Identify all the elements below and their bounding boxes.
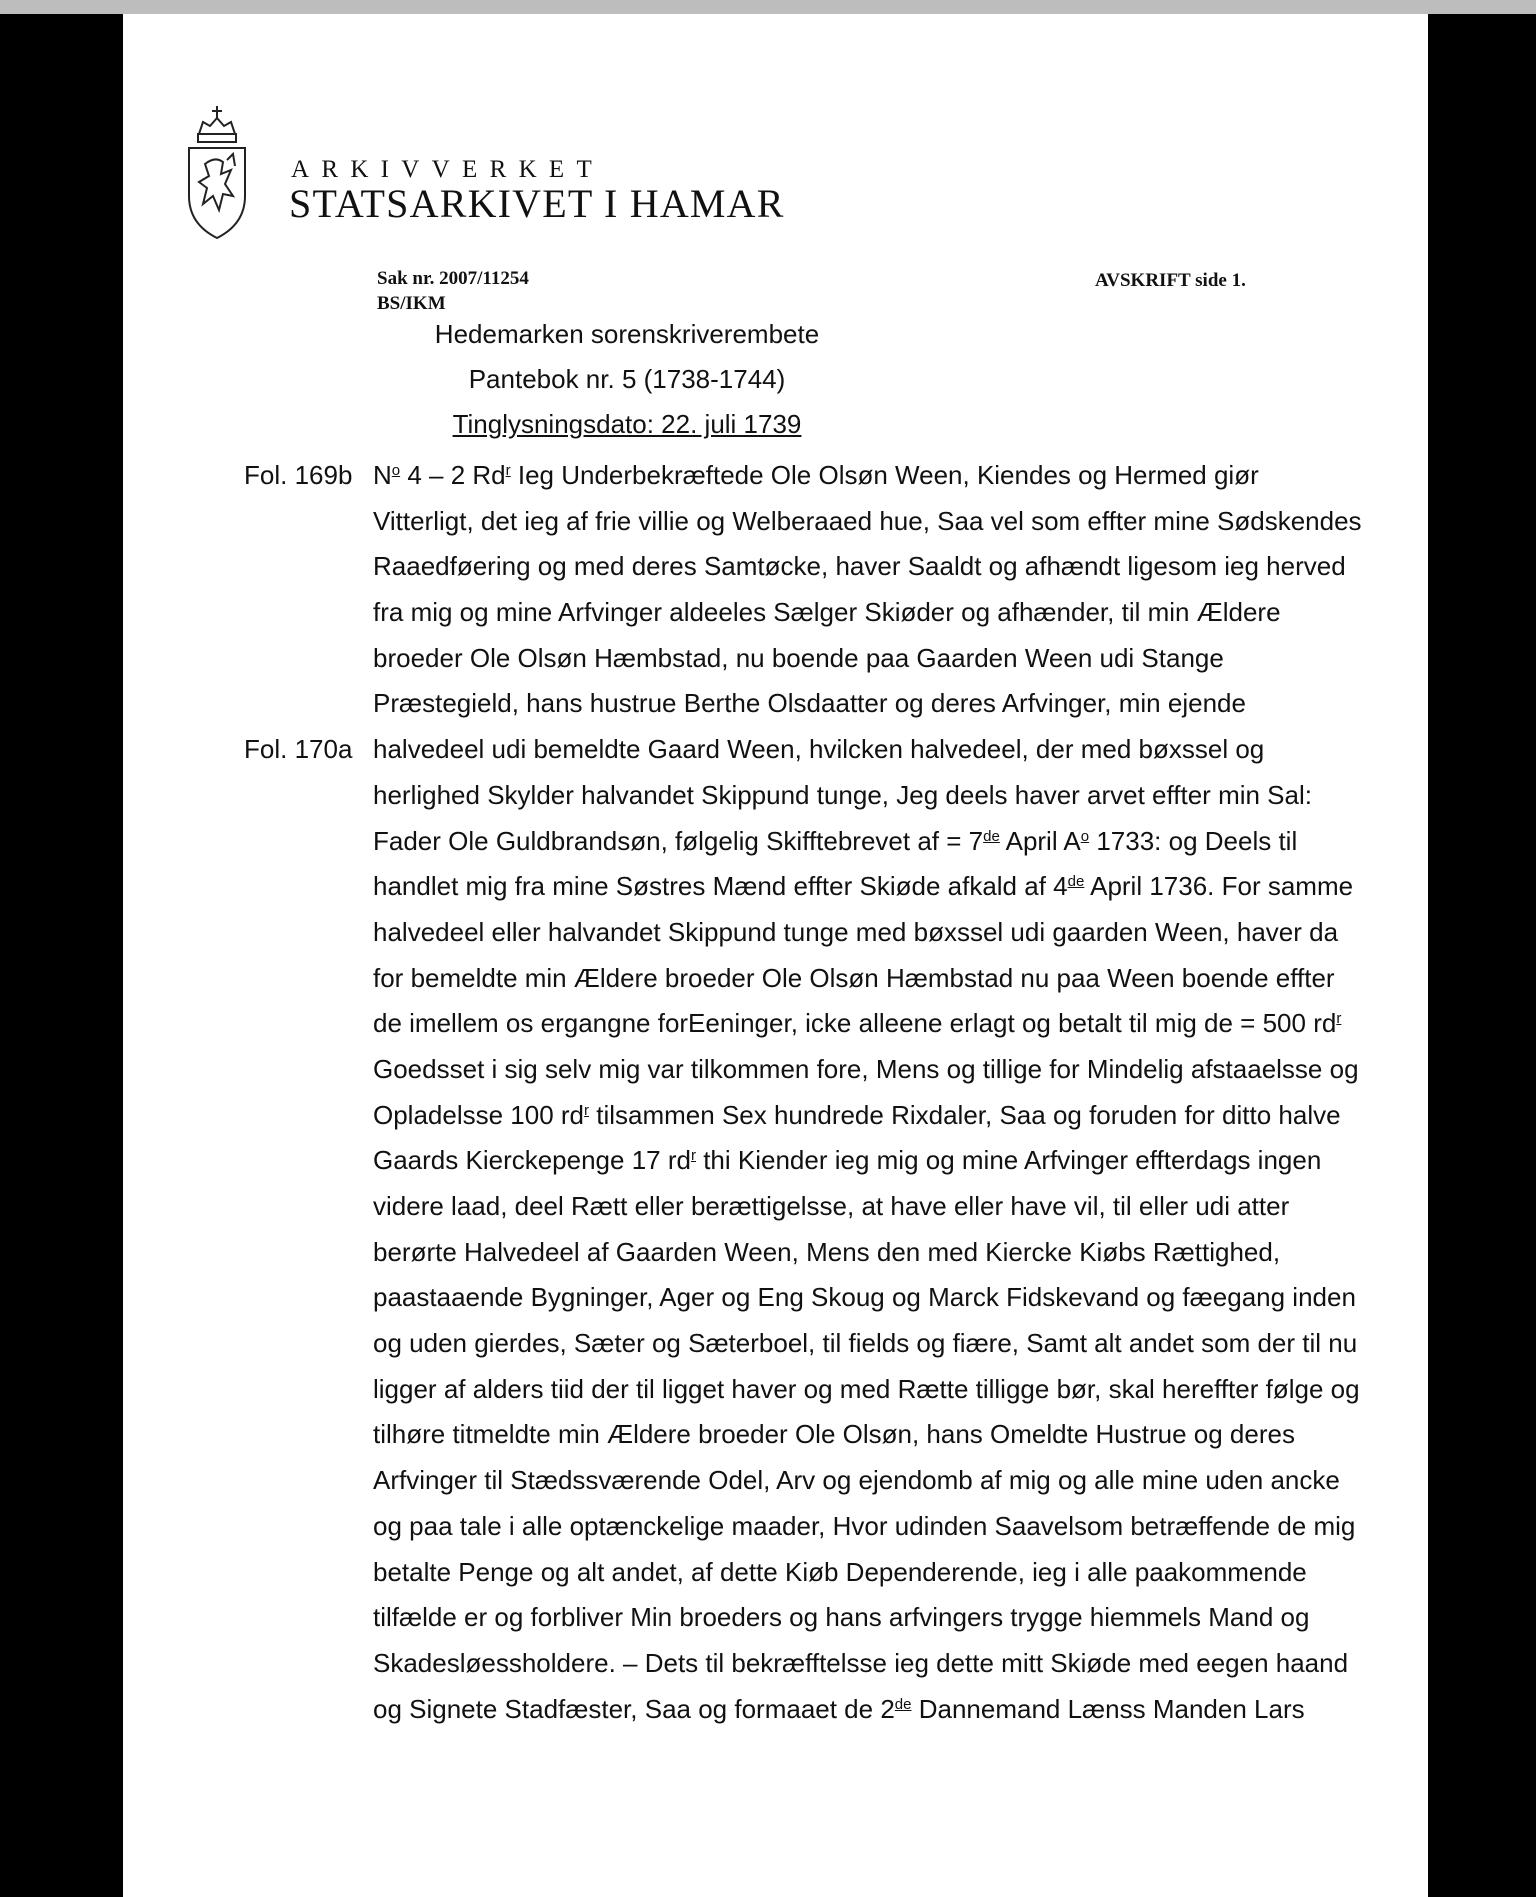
text-run: berørte Halvedeel af Gaarden Ween, Mens den med Kiercke Kiøbs Rættighed, [373,1236,1281,1267]
text-line [373,1138,1373,1184]
text-run: herlighed Skylder halvandet Skippund tunge, Jeg deels haver arvet effter min Sal: [373,779,1312,810]
text-line [373,910,1373,956]
archive-office-name: STATSARKIVET I HAMAR [289,181,785,226]
title-book: Pantebok nr. 5 (1738-1744) [468,364,786,394]
text-run: Raaedføering og med deres Samtøcke, haver Saaldt og afhændt ligesom ieg herved [373,551,1346,582]
superscript: de [1067,873,1085,891]
text-line [373,1093,1373,1139]
text-run: og uden gierdes, Sæter og Sæterboel, til fields og fiære, Samt alt andet som der til nu [373,1328,1358,1359]
text-run: April 1736. For samme [1084,871,1354,902]
transcript-page-label: AVSKRIFT side 1. [1095,270,1246,291]
archive-name: ARKIVVERKET [291,156,605,183]
text-line [373,1550,1373,1596]
text-line [373,681,1373,727]
text-run: tilsammen Sex hundrede Rixdaler, Saa og foruden for ditto halve [589,1099,1341,1130]
text-run: 1733: og Deels til [1089,825,1298,856]
superscript: o [391,462,401,479]
document-page [123,14,1428,1897]
title-registration-date: Tinglysningsdato: 22. juli 1739 [452,409,802,439]
text-run: Opladelsse 100 rd [373,1099,585,1130]
text-line [373,773,1373,819]
text-run: Gaards Kierckepenge 17 rd [373,1145,691,1176]
text-line [373,956,1373,1002]
text-run: og Signete Stadfæster, Saa og formaaet de 2 [373,1693,895,1724]
text-run: N [373,460,392,490]
text-run: Fader Ole Guldbrandsøn, følgelig Skifftebrevet af = 7 [373,825,984,856]
text-run: halvedeel eller halvandet Skippund tunge med bøxssel udi gaarden Ween, haver da [373,916,1339,947]
text-run: handlet mig fra mine Søstres Mænd effter Skiøde afkald af 4 [373,871,1068,902]
superscript: r [1336,1010,1342,1028]
text-line [373,1230,1373,1276]
text-line [373,544,1373,590]
text-line [373,1595,1373,1641]
text-line [373,864,1373,910]
text-run: tilhøre titmeldte min Ældere broeder Ole Olsøn, hans Omeldte Hustrue og deres [373,1419,1295,1450]
coat-of-arms-icon [185,104,249,252]
superscript: r [584,1101,590,1119]
text-run: Skadesløessholdere. – Dets til bekræfftelsse ieg dette mitt Skiøde med eegen haand [373,1647,1349,1678]
text-run: fra mig og mine Arfvinger aldeeles Sælger Skiøder og afhænder, til min Ældere [373,597,1281,628]
text-run: thi Kiender ieg mig og mine Arfvinger effterdags ingen [695,1145,1322,1176]
text-line [373,1321,1373,1367]
superscript: r [505,462,511,479]
text-line [373,1458,1373,1504]
text-run: halvedeel udi bemeldte Gaard Ween, hvilcken halvedeel, der med bøxssel og [373,734,1265,765]
text-line [373,1687,1373,1733]
text-line [373,1001,1373,1047]
text-run: Vitterligt, det ieg af frie villie og Welberaaed hue, Saa vel som effter mine Sødskendes [373,505,1362,536]
case-number: Sak nr. 2007/11254 [377,268,529,289]
text-line [373,499,1373,545]
superscript: de [983,827,1000,845]
text-line [373,1641,1373,1687]
text-run: Dannemand Lænss Manden Lars [911,1693,1305,1724]
text-line [373,1412,1373,1458]
text-run: videre laad, deel Rætt eller berættigelsse, at have eller have vil, til eller udi atter [373,1191,1290,1221]
title-office: Hedemarken sorenskriverembete [434,319,820,349]
superscript: o [1080,827,1090,845]
transcript-body [373,453,1373,1732]
department-code: BS/IKM [377,293,446,314]
folio-label: Fol. 169b [244,460,353,490]
text-run: broeder Ole Olsøn Hæmbstad, nu boende paa Gaarden Ween udi Stange [373,642,1224,673]
text-run: tilfælde er og forbliver Min broeders og hans arfvingers trygge hiemmels Mand og [373,1602,1310,1633]
scan-edge-strip [0,0,1536,14]
text-run: ligger af alders tiid der til ligget haver og med Rætte tilligge bør, skal hereffter følge og [373,1373,1360,1404]
text-line [373,636,1373,682]
text-line [373,590,1373,636]
text-run: 4 – 2 Rd [400,460,506,490]
text-run: Arfvinger til Stædssværende Odel, Arv og ejendomb af mig og alle mine uden ancke [373,1465,1340,1496]
text-run: April A [999,825,1081,856]
superscript: de [894,1695,912,1713]
text-run: Ieg Underbekræftede Ole Olsøn Ween, Kiendes og Hermed giør [510,460,1259,490]
text-line [373,1367,1373,1413]
text-line [373,1504,1373,1550]
text-run: og paa tale i alle optænckelige maader, Hvor udinden Saavelsom betræffende de mig [373,1510,1356,1541]
text-run: Præstegield, hans hustrue Berthe Olsdaatter og deres Arfvinger, min ejende [373,688,1246,719]
text-line [373,453,1373,499]
folio-label: Fol. 170a [244,734,353,764]
text-run: paastaaende Bygninger, Ager og Eng Skoug og Marck Fidskevand og fæegang inden [373,1282,1356,1313]
text-line [373,1275,1373,1321]
text-line [373,819,1373,865]
text-run: Goedsset i sig selv mig var tilkommen fore, Mens og tillige for Mindelig afstaaelsse og [373,1053,1359,1084]
text-run: de imellem os ergangne forEeninger, icke alleene erlagt og betalt til mig de = 500 rd [373,1008,1337,1039]
text-line [373,1047,1373,1093]
superscript: r [690,1147,696,1165]
text-run: for bemeldte min Ældere broeder Ole Olsøn Hæmbstad nu paa Ween boende effter [373,962,1335,993]
text-line [373,727,1373,773]
text-line [373,1184,1373,1230]
text-run: betalte Penge og alt andet, af dette Kiøb Dependerende, ieg i alle paakommende [373,1556,1307,1587]
